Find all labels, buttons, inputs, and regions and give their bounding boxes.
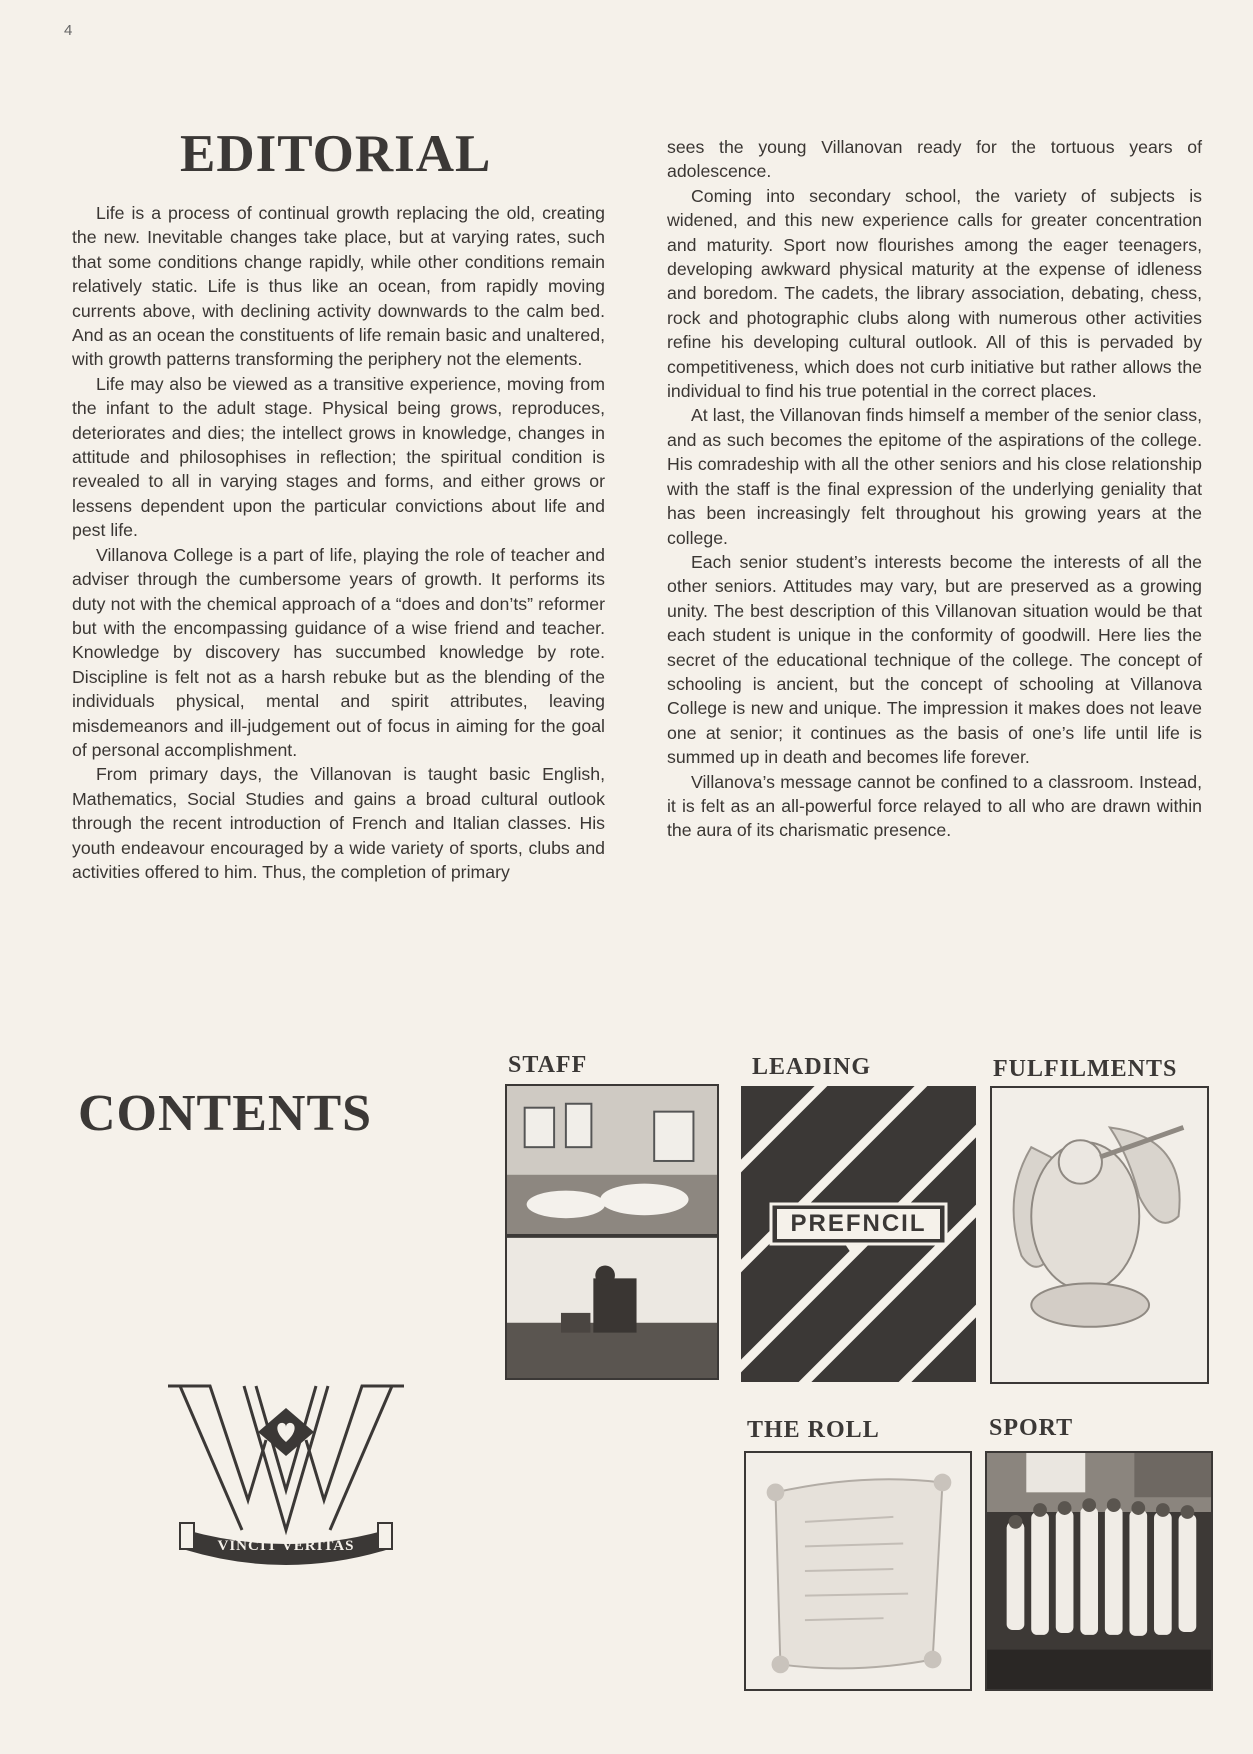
editorial-paragraph: Each senior student’s interests become the interests of all the other seniors. Attitudes may vary, but are preserved as a growing unity. The best description of this Villanovan situation would be that each student is unique in the conformity of goodwill. Here lies the secret of the educational technique of the college. The concept of schooling is ancient, but the concept of schooling at Villanova College is new and unique. The impression it makes does not leave one at senior; it continues as the basis of one’s life until life is summed up in death and becomes life forever.	[667, 551, 1202, 768]
editorial-paragraph: At last, the Villanovan finds himself a member of the senior class, and as such becomes the epitome of the aspirations of the college. His comradeship with all the other seniors and his close relationship with the staff is the final expression of the underlying geniality that has been increasingly felt throughout his growing years at the college.	[667, 405, 1202, 548]
editorial-paragraph: Villanova College is a part of life, playing the role of teacher and adviser through the cumbersome years of growth. It performs its duty not with the chemical approach of a “does and don’ts” reformer but with the encompassing guidance of a wise friend and teacher. Knowledge by discovery has succumbed knowledge by rote. Discipline is felt not as a harsh rebuke but as the blending of the individuals physical, mental and spirit attributes, leaving misdemeanors and ill-judgement out of focus in aiming for the goal of personal accomplishment.	[72, 544, 605, 760]
editorial-title: EDITORIAL	[180, 125, 492, 183]
sport-team-image	[987, 1453, 1211, 1689]
fulfilments-angel-image	[992, 1088, 1207, 1382]
editorial-paragraph-continuation: sees the young Villanovan ready for the tortuous years of adolescence.	[667, 137, 1202, 182]
contents-title: CONTENTS	[78, 1085, 373, 1142]
fulfilments-photo[interactable]	[990, 1086, 1209, 1384]
sport-photo[interactable]	[985, 1451, 1213, 1691]
college-crest	[166, 1380, 406, 1580]
contents-label-staff[interactable]: STAFF	[508, 1052, 588, 1078]
page-number: 4	[64, 22, 73, 39]
editorial-left-column	[72, 201, 605, 884]
scroll-image	[746, 1453, 970, 1689]
contents-label-fulfilments[interactable]: FULFILMENTS	[993, 1056, 1178, 1082]
contents-label-leading[interactable]: LEADING	[752, 1054, 872, 1080]
leading-graphic[interactable]	[741, 1086, 976, 1382]
editorial-paragraph: Coming into secondary school, the variety of subjects is widened, and this new experience calls for greater concentration and maturity. Sport now flourishes among the eager teenagers, developing awkward physical maturity at the expense of idleness and boredom. The cadets, the library association, debating, chess, rock and photographic clubs along with numerous other activities refine his developing cultural outlook. All of this is pervaded by competitiveness, which does not curb initiative but rather allows the individual to find his true potential in the correct places.	[667, 185, 1202, 402]
staff-photo[interactable]	[505, 1084, 719, 1380]
the-roll-photo[interactable]	[744, 1451, 972, 1691]
contents-label-the-roll[interactable]: THE ROLL	[747, 1417, 880, 1443]
editorial-paragraph: Life may also be viewed as a transitive experience, moving from the infant to the adult stage. Physical being grows, reproduces, deteriorates and dies; the intellect grows in knowledge, changes in attitude and philosophises in reflection; the spiritual condition is revealed to all in varying stages and forms, and either grows or lessens dependent upon the particular convictions about life and pest life.	[72, 373, 605, 541]
editorial-right-column	[667, 135, 1202, 843]
editorial-paragraph: Villanova’s message cannot be confined to a classroom. Instead, it is felt as an all-powerful force relayed to all who are drawn within the aura of its charismatic presence.	[667, 771, 1202, 841]
editorial-paragraph: From primary days, the Villanovan is taught basic English, Mathematics, Social Studies and gains a broad cultural outlook through the recent introduction of French and Italian classes. His youth endeavour encouraged by a wide variety of sports, clubs and activities offered to him. Thus, the completion of primary	[72, 764, 605, 882]
editorial-paragraph: Life is a process of continual growth replacing the old, creating the new. Inevitable changes take place, but at varying rates, such that some conditions change rapidly, while other conditions remain relatively static. Life is thus like an ocean, from rapidly moving currents above, with declining activity downwards to the calm bed. And as an ocean the constituents of life remain basic and unaltered, with growth patterns transforming the periphery not the elements.	[72, 203, 605, 370]
crest-motto: VINCIT VERITAS	[217, 1538, 355, 1554]
contents-label-sport[interactable]: SPORT	[989, 1415, 1074, 1441]
staff-photo-image	[507, 1086, 717, 1378]
leading-badge-text: PREFNCIL	[790, 1210, 927, 1237]
